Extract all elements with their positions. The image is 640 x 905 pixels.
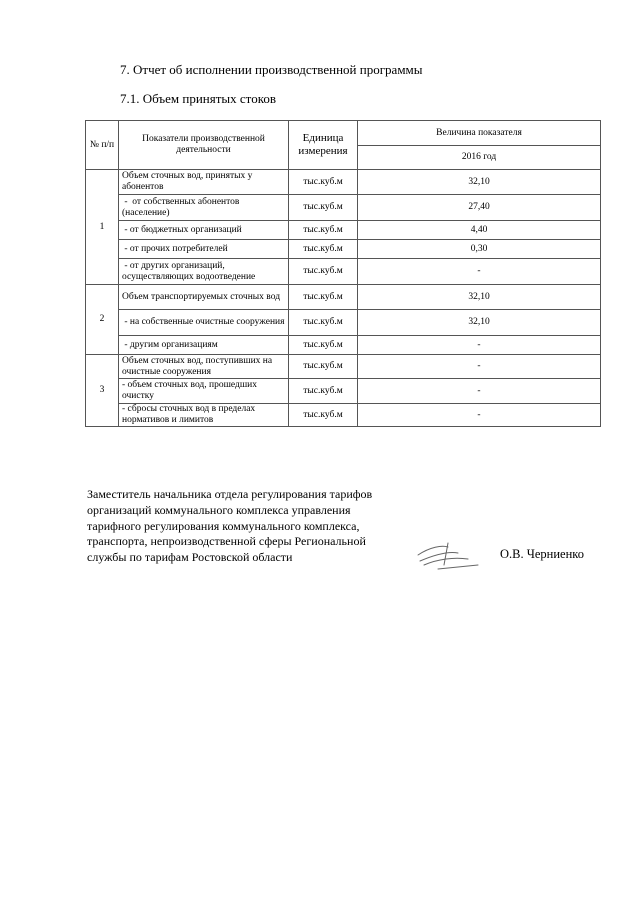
row-indicator: - объем сточных вод, прошедших очистку xyxy=(119,379,289,404)
row-indicator: - другим организациям xyxy=(119,336,289,355)
row-indicator: - сбросы сточных вод в пределах нормативов и лимитов xyxy=(119,404,289,427)
table-row xyxy=(86,259,601,285)
row-value: - xyxy=(358,379,601,404)
row-value: 32,10 xyxy=(358,310,601,336)
row-unit: тыс.куб.м xyxy=(289,240,358,259)
row-indicator: - на собственные очистные сооружения xyxy=(119,310,289,336)
section-heading: 7. Отчет об исполнении производственной программы xyxy=(120,62,423,77)
row-unit: тыс.куб.м xyxy=(289,259,358,285)
row-value: 32,10 xyxy=(358,285,601,310)
row-indicator: - от собственных абонентов (население) xyxy=(119,195,289,221)
subsection-heading: 7.1. Объем принятых стоков xyxy=(120,91,276,106)
row-indicator: - от других организаций, осуществляющих водоотведение xyxy=(119,259,289,285)
signature-scribble xyxy=(408,535,488,575)
table-row xyxy=(86,404,601,427)
row-number: 3 xyxy=(86,355,119,427)
header-num: № п/п xyxy=(86,121,119,170)
table-row xyxy=(86,379,601,404)
header-year: 2016 год xyxy=(358,146,601,170)
row-value: 4,40 xyxy=(358,221,601,240)
row-unit: тыс.куб.м xyxy=(289,404,358,427)
header-indicator: Показатели производственной деятельности xyxy=(119,121,289,170)
table-row xyxy=(86,221,601,240)
table-row xyxy=(86,355,601,379)
row-indicator: Объем сточных вод, поступивших на очистные сооружения xyxy=(119,355,289,379)
row-value: - xyxy=(358,336,601,355)
header-unit: Единица измерения xyxy=(289,121,358,170)
footer-line: тарифного регулирования коммунального комплекса, xyxy=(87,518,360,533)
row-value: - xyxy=(358,355,601,379)
row-unit: тыс.куб.м xyxy=(289,336,358,355)
table-row xyxy=(86,240,601,259)
table-row xyxy=(86,195,601,221)
row-unit: тыс.куб.м xyxy=(289,195,358,221)
header-value: Величина показателя xyxy=(358,121,601,146)
row-value: - xyxy=(358,404,601,427)
row-unit: тыс.куб.м xyxy=(289,310,358,336)
row-unit: тыс.куб.м xyxy=(289,285,358,310)
table-row xyxy=(86,170,601,195)
row-unit: тыс.куб.м xyxy=(289,355,358,379)
row-indicator: Объем транспортируемых сточных вод xyxy=(119,285,289,310)
table-header-row xyxy=(86,121,601,146)
row-unit: тыс.куб.м xyxy=(289,221,358,240)
row-indicator: - от прочих потребителей xyxy=(119,240,289,259)
row-indicator: Объем сточных вод, принятых у абонентов xyxy=(119,170,289,195)
footer-line: службы по тарифам Ростовской области xyxy=(87,550,293,565)
row-value: 27,40 xyxy=(358,195,601,221)
footer-line: транспорта, непроизводственной сферы Региональной xyxy=(87,534,366,549)
footer-line: Заместитель начальника отдела регулирования тарифов xyxy=(87,487,373,501)
row-indicator: - от бюджетных организаций xyxy=(119,221,289,240)
table-row xyxy=(86,285,601,310)
row-unit: тыс.куб.м xyxy=(289,379,358,404)
report-table xyxy=(85,120,601,427)
table-row xyxy=(86,336,601,355)
row-value: - xyxy=(358,259,601,285)
row-number: 1 xyxy=(86,170,119,285)
row-number: 2 xyxy=(86,285,119,355)
footer-position xyxy=(87,487,372,566)
signer-name: О.В. Черниенко xyxy=(500,547,584,561)
row-value: 32,10 xyxy=(358,170,601,195)
row-unit: тыс.куб.м xyxy=(289,170,358,195)
footer-line: организаций коммунального комплекса управления xyxy=(87,502,351,517)
table-row xyxy=(86,310,601,336)
row-value: 0,30 xyxy=(358,240,601,259)
